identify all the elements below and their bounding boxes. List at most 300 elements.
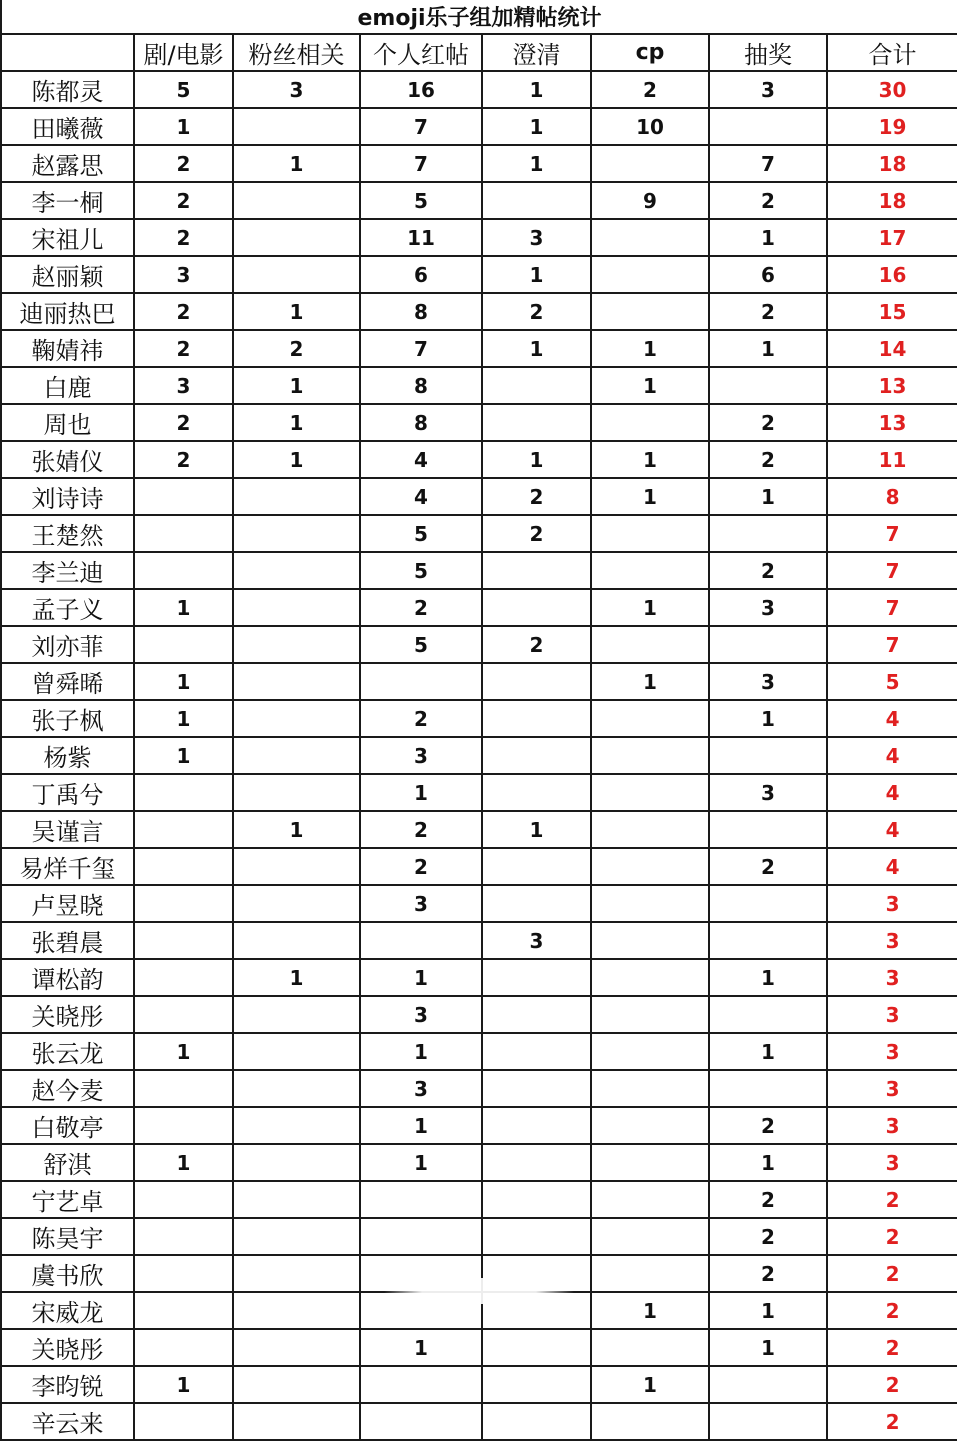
- total-cell: 3: [827, 885, 957, 922]
- total-cell: 2: [827, 1403, 957, 1440]
- count-cell: 2: [134, 441, 233, 478]
- table-row: [1, 367, 957, 404]
- count-cell: [134, 811, 233, 848]
- header-personal-red-posts: 个人红帖: [360, 34, 482, 71]
- count-cell: [482, 700, 591, 737]
- count-cell: [233, 1144, 360, 1181]
- header-cp: cp: [591, 34, 709, 71]
- count-cell: [709, 1070, 827, 1107]
- person-name: 虞书欣: [1, 1255, 134, 1292]
- person-name: 孟子义: [1, 589, 134, 626]
- count-cell: [360, 663, 482, 700]
- count-cell: 1: [709, 1292, 827, 1329]
- count-cell: 6: [360, 256, 482, 293]
- person-name: 刘亦菲: [1, 626, 134, 663]
- person-name: 曾舜晞: [1, 663, 134, 700]
- count-cell: [482, 959, 591, 996]
- table-row: [1, 1033, 957, 1070]
- person-name: 刘诗诗: [1, 478, 134, 515]
- total-cell: 5: [827, 663, 957, 700]
- count-cell: [233, 737, 360, 774]
- person-name: 张云龙: [1, 1033, 134, 1070]
- table-row: [1, 552, 957, 589]
- count-cell: [482, 1366, 591, 1403]
- count-cell: [360, 1181, 482, 1218]
- count-cell: [591, 145, 709, 182]
- person-name: 王楚然: [1, 515, 134, 552]
- count-cell: 1: [591, 478, 709, 515]
- person-name: 辛云来: [1, 1403, 134, 1440]
- count-cell: 3: [482, 922, 591, 959]
- header-drama-movie: 剧/电影: [134, 34, 233, 71]
- header-row: [1, 34, 957, 71]
- table-title: emoji乐子组加精帖统计: [1, 0, 957, 34]
- count-cell: [591, 1033, 709, 1070]
- count-cell: [233, 1107, 360, 1144]
- count-cell: [709, 1403, 827, 1440]
- count-cell: [482, 1403, 591, 1440]
- count-cell: 1: [591, 330, 709, 367]
- total-cell: 7: [827, 515, 957, 552]
- count-cell: 5: [360, 552, 482, 589]
- count-cell: 5: [360, 626, 482, 663]
- table-row: [1, 404, 957, 441]
- table-row: [1, 885, 957, 922]
- count-cell: 1: [591, 663, 709, 700]
- count-cell: 2: [360, 700, 482, 737]
- count-cell: [591, 1070, 709, 1107]
- total-cell: 15: [827, 293, 957, 330]
- count-cell: 2: [134, 219, 233, 256]
- person-name: 白鹿: [1, 367, 134, 404]
- count-cell: 7: [709, 145, 827, 182]
- count-cell: 9: [591, 182, 709, 219]
- count-cell: 2: [709, 182, 827, 219]
- count-cell: 1: [709, 1033, 827, 1070]
- count-cell: [134, 1255, 233, 1292]
- count-cell: 16: [360, 71, 482, 108]
- count-cell: [591, 996, 709, 1033]
- count-cell: 3: [360, 737, 482, 774]
- person-name: 陈昊宇: [1, 1218, 134, 1255]
- count-cell: [134, 478, 233, 515]
- count-cell: 2: [709, 1255, 827, 1292]
- total-cell: 4: [827, 700, 957, 737]
- count-cell: [233, 219, 360, 256]
- count-cell: 2: [360, 811, 482, 848]
- count-cell: 1: [360, 1329, 482, 1366]
- total-cell: 13: [827, 404, 957, 441]
- count-cell: [134, 1218, 233, 1255]
- person-name: 白敬亭: [1, 1107, 134, 1144]
- count-cell: 1: [482, 330, 591, 367]
- table-row: [1, 182, 957, 219]
- count-cell: [360, 1218, 482, 1255]
- total-cell: 17: [827, 219, 957, 256]
- table-row: [1, 774, 957, 811]
- count-cell: [591, 626, 709, 663]
- count-cell: 1: [482, 71, 591, 108]
- count-cell: 5: [360, 182, 482, 219]
- count-cell: 1: [233, 145, 360, 182]
- count-cell: 1: [360, 959, 482, 996]
- count-cell: [233, 589, 360, 626]
- count-cell: 2: [134, 330, 233, 367]
- count-cell: [134, 959, 233, 996]
- total-cell: 3: [827, 959, 957, 996]
- count-cell: 1: [591, 1292, 709, 1329]
- count-cell: [482, 1107, 591, 1144]
- total-cell: 4: [827, 737, 957, 774]
- count-cell: [134, 1403, 233, 1440]
- count-cell: 4: [360, 441, 482, 478]
- total-cell: 3: [827, 996, 957, 1033]
- count-cell: 1: [360, 1144, 482, 1181]
- count-cell: 3: [233, 71, 360, 108]
- count-cell: [233, 515, 360, 552]
- person-name: 宋祖儿: [1, 219, 134, 256]
- count-cell: 3: [360, 996, 482, 1033]
- table-row: [1, 737, 957, 774]
- count-cell: [482, 182, 591, 219]
- count-cell: [591, 1144, 709, 1181]
- count-cell: 1: [709, 330, 827, 367]
- total-cell: 3: [827, 1033, 957, 1070]
- count-cell: 5: [134, 71, 233, 108]
- count-cell: [709, 626, 827, 663]
- count-cell: 3: [134, 367, 233, 404]
- count-cell: [591, 1181, 709, 1218]
- table-row: [1, 71, 957, 108]
- table-row: [1, 256, 957, 293]
- count-cell: 1: [482, 145, 591, 182]
- count-cell: 1: [233, 441, 360, 478]
- table-row: [1, 626, 957, 663]
- count-cell: 3: [134, 256, 233, 293]
- table-row: [1, 663, 957, 700]
- header-clarification: 澄清: [482, 34, 591, 71]
- count-cell: [482, 663, 591, 700]
- table-row: [1, 145, 957, 182]
- count-cell: [482, 848, 591, 885]
- count-cell: [591, 1255, 709, 1292]
- table-row: [1, 1181, 957, 1218]
- count-cell: 3: [360, 885, 482, 922]
- count-cell: [591, 959, 709, 996]
- person-name: 易烊千玺: [1, 848, 134, 885]
- table-row: [1, 589, 957, 626]
- count-cell: 7: [360, 108, 482, 145]
- person-name: 赵露思: [1, 145, 134, 182]
- count-cell: [233, 1033, 360, 1070]
- watermark-blur: [384, 1278, 574, 1304]
- total-cell: 4: [827, 811, 957, 848]
- count-cell: 3: [709, 663, 827, 700]
- count-cell: 2: [709, 552, 827, 589]
- count-cell: 1: [233, 959, 360, 996]
- count-cell: [482, 367, 591, 404]
- table-row: [1, 848, 957, 885]
- person-name: 张婧仪: [1, 441, 134, 478]
- count-cell: 1: [482, 108, 591, 145]
- table-row: [1, 108, 957, 145]
- total-cell: 2: [827, 1329, 957, 1366]
- count-cell: [134, 1181, 233, 1218]
- count-cell: 8: [360, 404, 482, 441]
- count-cell: [482, 1181, 591, 1218]
- table-row: [1, 219, 957, 256]
- person-name: 迪丽热巴: [1, 293, 134, 330]
- count-cell: 7: [360, 330, 482, 367]
- count-cell: 1: [134, 1033, 233, 1070]
- count-cell: [591, 552, 709, 589]
- table-row: [1, 922, 957, 959]
- count-cell: [233, 108, 360, 145]
- header-lottery: 抽奖: [709, 34, 827, 71]
- count-cell: [134, 1292, 233, 1329]
- person-name: 吴谨言: [1, 811, 134, 848]
- count-cell: [134, 552, 233, 589]
- count-cell: [591, 219, 709, 256]
- count-cell: [709, 922, 827, 959]
- count-cell: [591, 848, 709, 885]
- total-cell: 4: [827, 848, 957, 885]
- count-cell: 5: [360, 515, 482, 552]
- count-cell: 2: [233, 330, 360, 367]
- table-row: [1, 1218, 957, 1255]
- count-cell: [482, 996, 591, 1033]
- total-cell: 2: [827, 1292, 957, 1329]
- person-name: 鞠婧祎: [1, 330, 134, 367]
- person-name: 赵丽颖: [1, 256, 134, 293]
- total-cell: 2: [827, 1366, 957, 1403]
- count-cell: 3: [709, 589, 827, 626]
- count-cell: [591, 737, 709, 774]
- person-name: 谭松韵: [1, 959, 134, 996]
- person-name: 张子枫: [1, 700, 134, 737]
- total-cell: 18: [827, 145, 957, 182]
- count-cell: [591, 293, 709, 330]
- total-cell: 18: [827, 182, 957, 219]
- count-cell: 8: [360, 293, 482, 330]
- count-cell: 2: [709, 293, 827, 330]
- total-cell: 13: [827, 367, 957, 404]
- count-cell: 1: [591, 1366, 709, 1403]
- person-name: 关晓彤: [1, 996, 134, 1033]
- count-cell: 1: [591, 441, 709, 478]
- total-cell: 11: [827, 441, 957, 478]
- total-cell: 3: [827, 1070, 957, 1107]
- count-cell: [233, 1403, 360, 1440]
- count-cell: 1: [709, 219, 827, 256]
- count-cell: 8: [360, 367, 482, 404]
- count-cell: 2: [134, 182, 233, 219]
- count-cell: [591, 1107, 709, 1144]
- count-cell: [134, 774, 233, 811]
- table-row: [1, 700, 957, 737]
- person-name: 关晓彤: [1, 1329, 134, 1366]
- person-name: 李一桐: [1, 182, 134, 219]
- count-cell: 4: [360, 478, 482, 515]
- count-cell: 1: [233, 293, 360, 330]
- table-row: [1, 293, 957, 330]
- count-cell: [482, 552, 591, 589]
- count-cell: 2: [482, 515, 591, 552]
- count-cell: 3: [709, 774, 827, 811]
- count-cell: 1: [482, 256, 591, 293]
- count-cell: [591, 700, 709, 737]
- count-cell: [482, 1218, 591, 1255]
- count-cell: 2: [134, 404, 233, 441]
- count-cell: 6: [709, 256, 827, 293]
- count-cell: 1: [482, 811, 591, 848]
- count-cell: [709, 811, 827, 848]
- person-name: 丁禹兮: [1, 774, 134, 811]
- person-name: 田曦薇: [1, 108, 134, 145]
- count-cell: 1: [709, 478, 827, 515]
- total-cell: 8: [827, 478, 957, 515]
- total-cell: 2: [827, 1218, 957, 1255]
- count-cell: [233, 626, 360, 663]
- table-row: [1, 1366, 957, 1403]
- count-cell: 1: [134, 1366, 233, 1403]
- count-cell: [709, 515, 827, 552]
- count-cell: 1: [134, 1144, 233, 1181]
- count-cell: 2: [709, 1181, 827, 1218]
- total-cell: 19: [827, 108, 957, 145]
- count-cell: [360, 1366, 482, 1403]
- count-cell: [134, 922, 233, 959]
- count-cell: [709, 1366, 827, 1403]
- person-name: 舒淇: [1, 1144, 134, 1181]
- person-name: 周也: [1, 404, 134, 441]
- table-row: [1, 1070, 957, 1107]
- count-cell: [591, 922, 709, 959]
- header-name-cell: [1, 34, 134, 71]
- count-cell: [233, 885, 360, 922]
- count-cell: 1: [591, 589, 709, 626]
- table-row: [1, 1403, 957, 1440]
- count-cell: [233, 774, 360, 811]
- total-cell: 3: [827, 1107, 957, 1144]
- count-cell: 1: [709, 959, 827, 996]
- count-cell: [233, 1070, 360, 1107]
- count-cell: [591, 256, 709, 293]
- count-cell: [233, 478, 360, 515]
- count-cell: [482, 404, 591, 441]
- count-cell: 1: [360, 774, 482, 811]
- total-cell: 4: [827, 774, 957, 811]
- count-cell: 1: [134, 589, 233, 626]
- table-row: [1, 811, 957, 848]
- count-cell: 2: [591, 71, 709, 108]
- count-cell: [134, 626, 233, 663]
- count-cell: 1: [709, 1144, 827, 1181]
- table-row: [1, 996, 957, 1033]
- table-row: [1, 959, 957, 996]
- count-cell: [233, 256, 360, 293]
- count-cell: 2: [709, 1218, 827, 1255]
- table-row: [1, 478, 957, 515]
- count-cell: [591, 1329, 709, 1366]
- table-row: [1, 441, 957, 478]
- person-name: 宁艺卓: [1, 1181, 134, 1218]
- count-cell: 1: [591, 367, 709, 404]
- count-cell: [233, 552, 360, 589]
- person-name: 卢昱晓: [1, 885, 134, 922]
- count-cell: [709, 885, 827, 922]
- count-cell: [233, 1255, 360, 1292]
- count-cell: [591, 404, 709, 441]
- header-total: 合计: [827, 34, 957, 71]
- person-name: 李昀锐: [1, 1366, 134, 1403]
- count-cell: 2: [709, 848, 827, 885]
- count-cell: 2: [709, 441, 827, 478]
- count-cell: [233, 1366, 360, 1403]
- count-cell: [233, 663, 360, 700]
- count-cell: [233, 996, 360, 1033]
- count-cell: [134, 515, 233, 552]
- count-cell: 1: [233, 404, 360, 441]
- count-cell: 3: [709, 71, 827, 108]
- count-cell: [709, 996, 827, 1033]
- count-cell: 2: [134, 145, 233, 182]
- count-cell: [591, 774, 709, 811]
- count-cell: 1: [134, 108, 233, 145]
- count-cell: [233, 848, 360, 885]
- header-fan-related: 粉丝相关: [233, 34, 360, 71]
- count-cell: 1: [360, 1107, 482, 1144]
- count-cell: [591, 515, 709, 552]
- person-name: 杨紫: [1, 737, 134, 774]
- count-cell: [591, 1403, 709, 1440]
- total-cell: 16: [827, 256, 957, 293]
- total-cell: 2: [827, 1255, 957, 1292]
- table-row: [1, 1329, 957, 1366]
- count-cell: [233, 182, 360, 219]
- count-cell: 3: [360, 1070, 482, 1107]
- count-cell: [482, 1144, 591, 1181]
- count-cell: [360, 1403, 482, 1440]
- count-cell: [482, 589, 591, 626]
- count-cell: 2: [134, 293, 233, 330]
- count-cell: 1: [709, 700, 827, 737]
- count-cell: 1: [233, 367, 360, 404]
- count-cell: [233, 922, 360, 959]
- table-row: [1, 1107, 957, 1144]
- count-cell: [709, 108, 827, 145]
- count-cell: [233, 1218, 360, 1255]
- person-name: 李兰迪: [1, 552, 134, 589]
- count-cell: 1: [360, 1033, 482, 1070]
- count-cell: [709, 737, 827, 774]
- total-cell: 7: [827, 552, 957, 589]
- count-cell: 2: [482, 478, 591, 515]
- count-cell: 2: [709, 404, 827, 441]
- table-row: [1, 1144, 957, 1181]
- person-name: 赵今麦: [1, 1070, 134, 1107]
- count-cell: [482, 1033, 591, 1070]
- count-cell: 2: [482, 626, 591, 663]
- count-cell: [134, 996, 233, 1033]
- table-row: [1, 515, 957, 552]
- count-cell: 2: [360, 589, 482, 626]
- count-cell: 1: [134, 700, 233, 737]
- count-cell: 2: [360, 848, 482, 885]
- count-cell: 10: [591, 108, 709, 145]
- count-cell: [233, 700, 360, 737]
- count-cell: 1: [233, 811, 360, 848]
